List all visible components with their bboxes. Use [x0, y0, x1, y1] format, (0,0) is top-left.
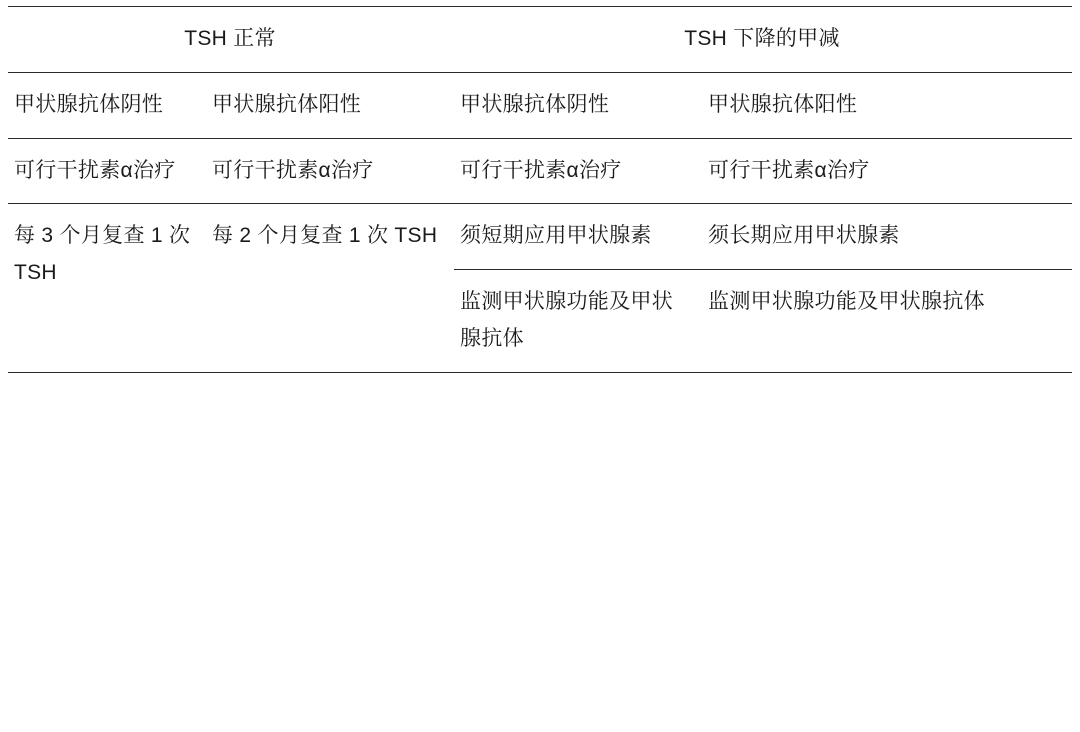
- header-label: TSH 下降的甲减: [684, 27, 840, 50]
- thyroid-interferon-table: [8, 6, 1072, 373]
- table-cell: 甲状腺抗体阳性: [702, 72, 1072, 138]
- table-row: [8, 138, 1072, 204]
- table-cell: 每 2 个月复查 1 次 TSH: [206, 204, 454, 372]
- table-cell: 甲状腺抗体阴性: [454, 72, 702, 138]
- table-cell: 须短期应用甲状腺素: [454, 204, 702, 270]
- table-cell: 须长期应用甲状腺素: [702, 204, 1072, 270]
- table-cell: 每 3 个月复查 1 次 TSH: [8, 204, 206, 372]
- table-cell: 监测甲状腺功能及甲状腺抗体: [702, 270, 1072, 373]
- table-cell: 可行干扰素α治疗: [8, 138, 206, 204]
- table-cell: 可行干扰素α治疗: [206, 138, 454, 204]
- header-label: TSH 正常: [184, 27, 276, 50]
- table-header-cell: [454, 7, 1072, 73]
- table-cell: 甲状腺抗体阳性: [206, 72, 454, 138]
- table-row: [8, 72, 1072, 138]
- table-cell: 可行干扰素α治疗: [702, 138, 1072, 204]
- table-cell: 可行干扰素α治疗: [454, 138, 702, 204]
- table-header-cell: [8, 7, 454, 73]
- table-cell: 监测甲状腺功能及甲状腺抗体: [454, 270, 702, 373]
- table-row: [8, 204, 1072, 270]
- table-header-row: [8, 7, 1072, 73]
- table-cell: 甲状腺抗体阴性: [8, 72, 206, 138]
